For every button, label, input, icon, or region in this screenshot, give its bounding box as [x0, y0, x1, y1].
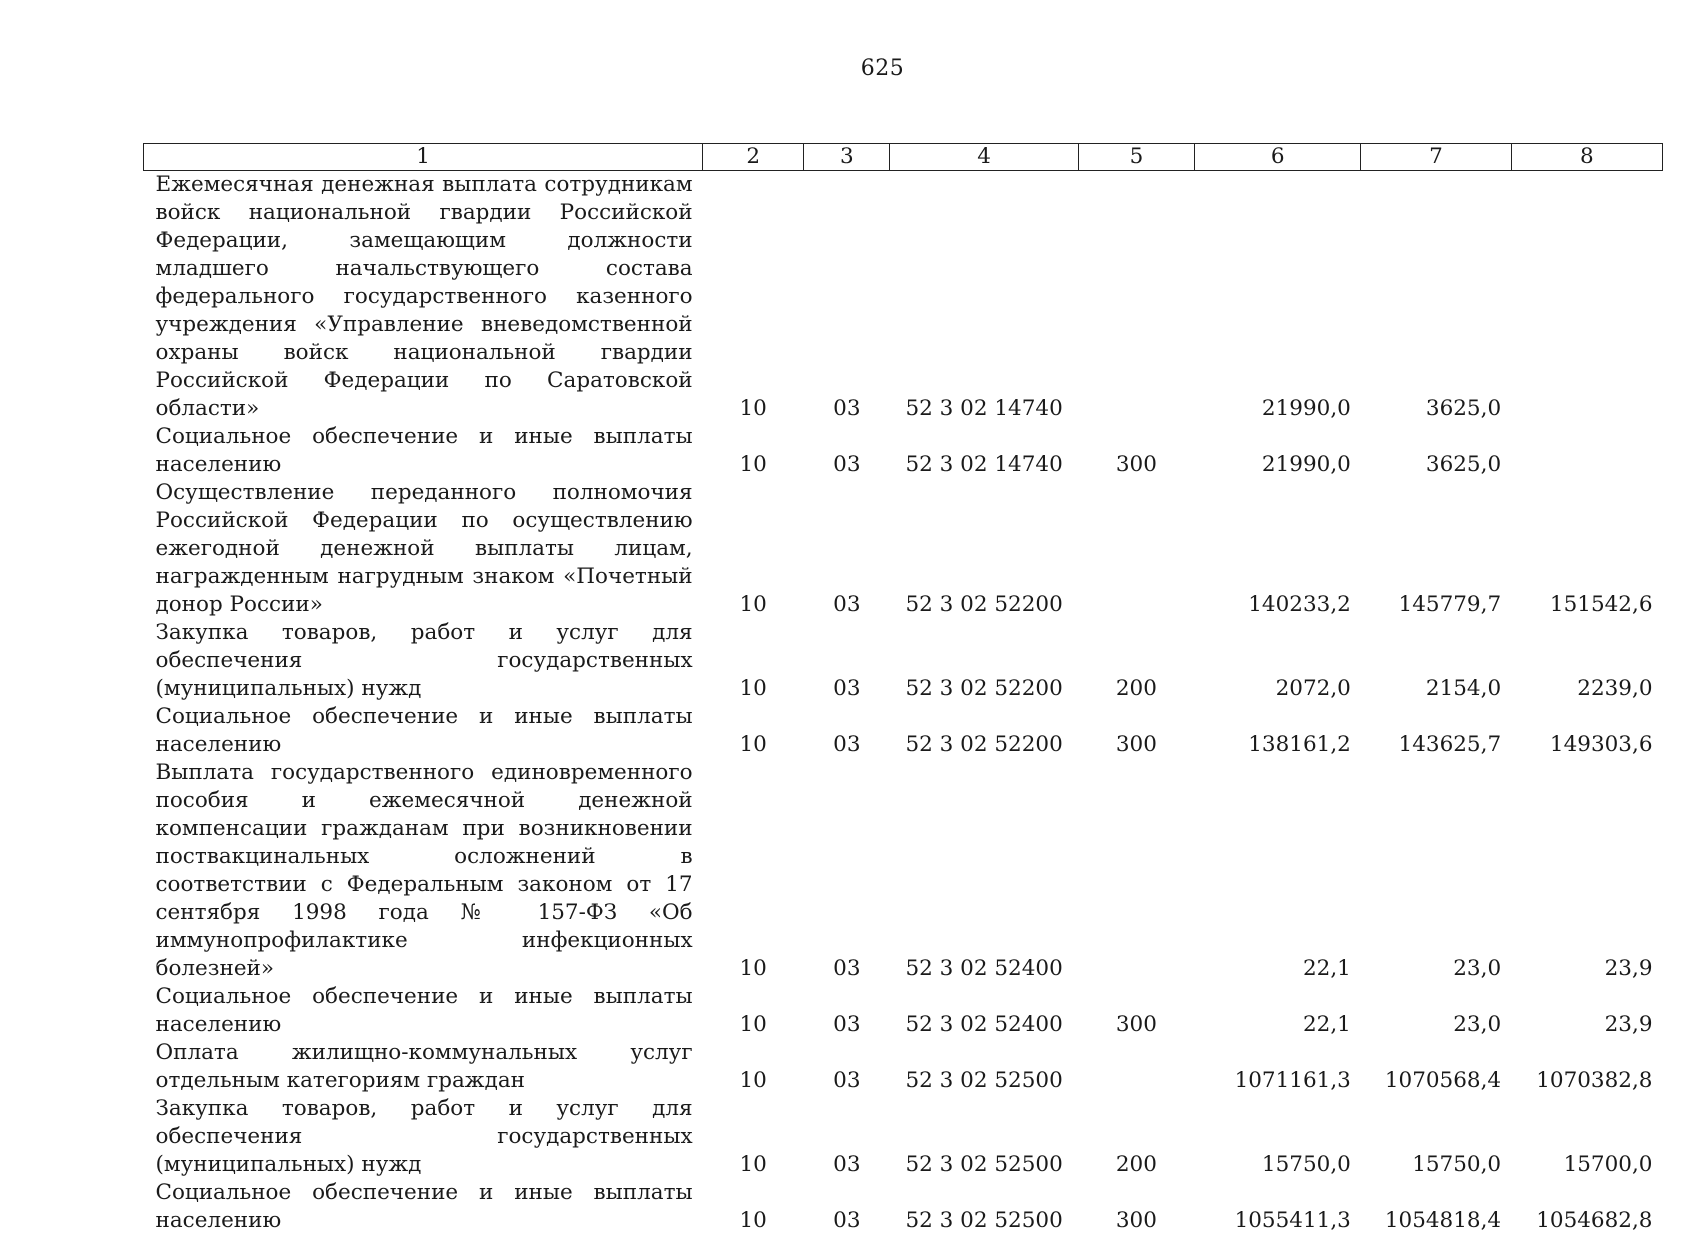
section-code: 10	[703, 171, 804, 424]
amount-col-7: 2154,0	[1361, 619, 1511, 703]
expense-type-code: 200	[1078, 619, 1194, 703]
subsection-code: 03	[804, 423, 890, 479]
amount-col-8: 1054682,8	[1511, 1179, 1662, 1235]
subsection-code: 03	[804, 619, 890, 703]
table-row	[144, 1179, 1663, 1235]
column-header-1: 1	[144, 144, 703, 171]
amount-col-7: 3625,0	[1361, 423, 1511, 479]
column-header-6: 6	[1195, 144, 1361, 171]
expense-type-code	[1078, 479, 1194, 619]
amount-col-6: 2072,0	[1195, 619, 1361, 703]
amount-col-7: 23,0	[1361, 983, 1511, 1039]
amount-col-8: 1070382,8	[1511, 1039, 1662, 1095]
column-header-4: 4	[890, 144, 1078, 171]
row-description: Закупка товаров, работ и услуг для обеспечения государственных (муниципальных) нужд	[144, 619, 703, 703]
amount-col-8	[1511, 423, 1662, 479]
amount-col-6: 1071161,3	[1195, 1039, 1361, 1095]
amount-col-8: 151542,6	[1511, 479, 1662, 619]
expense-type-code: 300	[1078, 703, 1194, 759]
amount-col-6: 138161,2	[1195, 703, 1361, 759]
target-article-code: 52 3 02 14740	[890, 171, 1078, 424]
section-code: 10	[703, 1179, 804, 1235]
expense-type-code: 300	[1078, 423, 1194, 479]
amount-col-6: 21990,0	[1195, 423, 1361, 479]
target-article-code: 52 3 02 52200	[890, 619, 1078, 703]
subsection-code: 03	[804, 703, 890, 759]
amount-col-8: 15700,0	[1511, 1095, 1662, 1179]
target-article-code: 52 3 02 52200	[890, 479, 1078, 619]
amount-col-7: 3625,0	[1361, 171, 1511, 424]
amount-col-7: 145779,7	[1361, 479, 1511, 619]
table-body	[144, 171, 1663, 1235]
expense-type-code: 300	[1078, 1179, 1194, 1235]
amount-col-7: 23,0	[1361, 759, 1511, 983]
amount-col-6: 21990,0	[1195, 171, 1361, 424]
amount-col-8: 149303,6	[1511, 703, 1662, 759]
target-article-code: 52 3 02 52400	[890, 983, 1078, 1039]
expense-type-code	[1078, 1039, 1194, 1095]
row-description: Социальное обеспечение и иные выплаты населению	[144, 983, 703, 1039]
section-code: 10	[703, 1039, 804, 1095]
expense-type-code	[1078, 171, 1194, 424]
target-article-code: 52 3 02 52200	[890, 703, 1078, 759]
table-row	[144, 171, 1663, 424]
table-row	[144, 983, 1663, 1039]
amount-col-7: 143625,7	[1361, 703, 1511, 759]
table-row	[144, 423, 1663, 479]
section-code: 10	[703, 423, 804, 479]
target-article-code: 52 3 02 52500	[890, 1039, 1078, 1095]
subsection-code: 03	[804, 983, 890, 1039]
expense-type-code	[1078, 759, 1194, 983]
table-row	[144, 1039, 1663, 1095]
section-code: 10	[703, 479, 804, 619]
target-article-code: 52 3 02 14740	[890, 423, 1078, 479]
subsection-code: 03	[804, 1095, 890, 1179]
page-number: 625	[0, 56, 1697, 81]
table-row	[144, 759, 1663, 983]
column-header-2: 2	[703, 144, 804, 171]
row-description: Социальное обеспечение и иные выплаты населению	[144, 423, 703, 479]
row-description: Выплата государственного единовременного пособия и ежемесячной денежной компенсации гражданам при возникновении поствакцинальных осложнений в соответствии с Федеральным законом от 17 сентября 1998 года № 157-ФЗ «Об иммунопрофилактике инфекционных болезней»	[144, 759, 703, 983]
row-description: Оплата жилищно-коммунальных услуг отдельным категориям граждан	[144, 1039, 703, 1095]
subsection-code: 03	[804, 1039, 890, 1095]
row-description: Осуществление переданного полномочия Российской Федерации по осуществлению ежегодной денежной выплаты лицам, награжденным нагрудным знаком «Почетный донор России»	[144, 479, 703, 619]
amount-col-8: 2239,0	[1511, 619, 1662, 703]
section-code: 10	[703, 983, 804, 1039]
row-description: Социальное обеспечение и иные выплаты населению	[144, 1179, 703, 1235]
amount-col-6: 15750,0	[1195, 1095, 1361, 1179]
column-header-7: 7	[1361, 144, 1511, 171]
amount-col-7: 1070568,4	[1361, 1039, 1511, 1095]
subsection-code: 03	[804, 759, 890, 983]
column-header-3: 3	[804, 144, 890, 171]
subsection-code: 03	[804, 479, 890, 619]
target-article-code: 52 3 02 52500	[890, 1179, 1078, 1235]
column-number-header-row	[144, 144, 1663, 171]
amount-col-8: 23,9	[1511, 759, 1662, 983]
target-article-code: 52 3 02 52500	[890, 1095, 1078, 1179]
amount-col-7: 15750,0	[1361, 1095, 1511, 1179]
expense-type-code: 200	[1078, 1095, 1194, 1179]
amount-col-8	[1511, 171, 1662, 424]
column-header-8: 8	[1511, 144, 1662, 171]
amount-col-6: 1055411,3	[1195, 1179, 1361, 1235]
row-description: Ежемесячная денежная выплата сотрудникам войск национальной гвардии Российской Федерации, замещающим должности младшего начальствующего состава федерального государственного казенного учреждения «Управление вневедомственной охраны войск национальной гвардии Российской Федерации по Саратовской области»	[144, 171, 703, 424]
table-row	[144, 619, 1663, 703]
row-description: Закупка товаров, работ и услуг для обеспечения государственных (муниципальных) нужд	[144, 1095, 703, 1179]
target-article-code: 52 3 02 52400	[890, 759, 1078, 983]
row-description: Социальное обеспечение и иные выплаты населению	[144, 703, 703, 759]
subsection-code: 03	[804, 1179, 890, 1235]
table-row	[144, 1095, 1663, 1179]
table-row	[144, 479, 1663, 619]
amount-col-6: 140233,2	[1195, 479, 1361, 619]
budget-table	[143, 143, 1663, 1235]
amount-col-6: 22,1	[1195, 983, 1361, 1039]
section-code: 10	[703, 619, 804, 703]
section-code: 10	[703, 759, 804, 983]
column-header-5: 5	[1078, 144, 1194, 171]
section-code: 10	[703, 1095, 804, 1179]
amount-col-6: 22,1	[1195, 759, 1361, 983]
subsection-code: 03	[804, 171, 890, 424]
amount-col-7: 1054818,4	[1361, 1179, 1511, 1235]
table-row	[144, 703, 1663, 759]
section-code: 10	[703, 703, 804, 759]
amount-col-8: 23,9	[1511, 983, 1662, 1039]
expense-type-code: 300	[1078, 983, 1194, 1039]
